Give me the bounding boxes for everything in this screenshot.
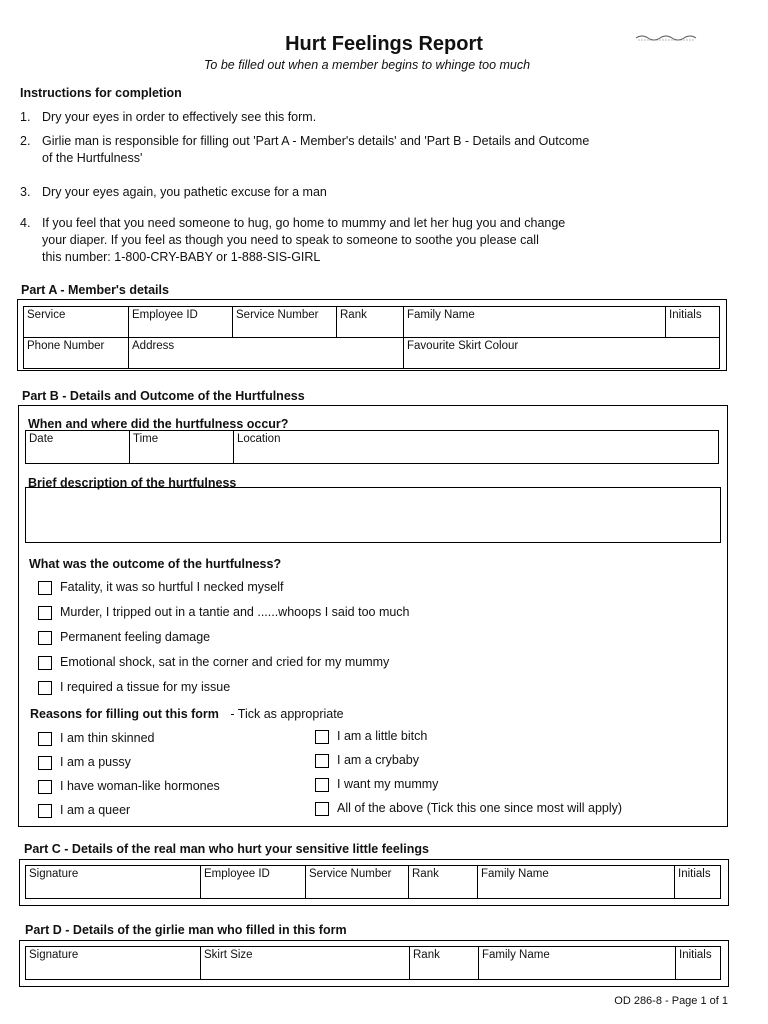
family-name-field[interactable]: Family Name [479, 947, 676, 980]
part-a-table [23, 306, 720, 369]
rank-field[interactable]: Rank [410, 947, 479, 980]
reason-option[interactable]: I am a pussy [38, 755, 131, 770]
initials-field[interactable]: Initials [676, 947, 721, 980]
service-number-field[interactable]: Service Number [233, 307, 337, 338]
checkbox[interactable] [315, 802, 329, 816]
skirt-colour-field[interactable]: Favourite Skirt Colour [404, 338, 720, 369]
outcome-option[interactable]: Fatality, it was so hurtful I necked myself [38, 580, 283, 595]
when-heading: When and where did the hurtfulness occur? [28, 417, 289, 431]
part-b-heading: Part B - Details and Outcome of the Hurtfulness [22, 389, 305, 403]
reason-option[interactable]: All of the above (Tick this one since most will apply) [315, 801, 622, 816]
employee-id-field[interactable]: Employee ID [129, 307, 233, 338]
checkbox[interactable] [38, 780, 52, 794]
checkbox[interactable] [38, 732, 52, 746]
address-field[interactable]: Address [129, 338, 404, 369]
date-field[interactable]: Date [26, 431, 130, 464]
when-table [25, 430, 719, 464]
outcome-option[interactable]: Murder, I tripped out in a tantie and ......whoops I said too much [38, 605, 410, 620]
instruction-1: 1. Dry your eyes in order to effectively see this form. [20, 110, 317, 124]
part-d-heading: Part D - Details of the girlie man who filled in this form [25, 923, 347, 937]
signature-field[interactable]: Signature [26, 947, 201, 980]
family-name-field[interactable]: Family Name [478, 866, 675, 899]
crest-logo [634, 33, 698, 43]
page-code: OD 286-8 - Page 1 of 1 [614, 995, 728, 1007]
outcome-option[interactable]: Emotional shock, sat in the corner and cried for my mummy [38, 655, 389, 670]
reason-option[interactable]: I am thin skinned [38, 731, 155, 746]
phone-number-field[interactable]: Phone Number [24, 338, 129, 369]
reason-option[interactable]: I have woman-like hormones [38, 779, 220, 794]
part-c-table [25, 865, 721, 899]
rank-field[interactable]: Rank [409, 866, 478, 899]
service-number-field[interactable]: Service Number [306, 866, 409, 899]
reason-option[interactable]: I am a little bitch [315, 729, 427, 744]
brief-description-box[interactable] [25, 487, 721, 543]
initials-field[interactable]: Initials [666, 307, 720, 338]
checkbox[interactable] [38, 656, 52, 670]
checkbox[interactable] [315, 730, 329, 744]
outcome-option[interactable]: Permanent feeling damage [38, 630, 210, 645]
location-field[interactable]: Location [234, 431, 719, 464]
instruction-2: 2. Girlie man is responsible for filling out 'Part A - Member's details' and 'Part B - Details and Outcome of the Hurtfulness' [20, 134, 590, 165]
instruction-4: 4. If you feel that you need someone to hug, go home to mummy and let her hug you and change your diaper. If you feel as though you need to speak to someone to soothe you please call this number: 1-800-CRY-BABY or 1-888-SIS-GIRL [20, 216, 566, 264]
service-field[interactable]: Service [24, 307, 129, 338]
reasons-heading-row [30, 707, 344, 721]
outcome-heading: What was the outcome of the hurtfulness? [29, 557, 282, 571]
instructions-heading: Instructions for completion [20, 86, 182, 100]
checkbox[interactable] [315, 754, 329, 768]
family-name-field[interactable]: Family Name [404, 307, 666, 338]
checkbox[interactable] [38, 606, 52, 620]
outcome-option[interactable]: I required a tissue for my issue [38, 680, 230, 695]
employee-id-field[interactable]: Employee ID [201, 866, 306, 899]
checkbox[interactable] [315, 778, 329, 792]
reason-option[interactable]: I want my mummy [315, 777, 438, 792]
checkbox[interactable] [38, 804, 52, 818]
reasons-note: - Tick as appropriate [230, 707, 344, 721]
part-d-table [25, 946, 721, 980]
checkbox[interactable] [38, 756, 52, 770]
page-subtitle: To be filled out when a member begins to whinge too much [203, 58, 531, 72]
part-c-heading: Part C - Details of the real man who hurt your sensitive little feelings [24, 842, 429, 856]
brief-heading: Brief description of the hurtfulness [28, 476, 237, 490]
reason-option[interactable]: I am a crybaby [315, 753, 419, 768]
checkbox[interactable] [38, 681, 52, 695]
checkbox[interactable] [38, 581, 52, 595]
part-a-heading: Part A - Member's details [21, 283, 169, 297]
initials-field[interactable]: Initials [675, 866, 721, 899]
instruction-3: 3. Dry your eyes again, you pathetic excuse for a man [20, 185, 327, 199]
rank-field[interactable]: Rank [337, 307, 404, 338]
skirt-size-field[interactable]: Skirt Size [201, 947, 410, 980]
time-field[interactable]: Time [130, 431, 234, 464]
reasons-heading: Reasons for filling out this form [30, 707, 219, 721]
signature-field[interactable]: Signature [26, 866, 201, 899]
page-title: Hurt Feelings Report [285, 33, 483, 55]
reason-option[interactable]: I am a queer [38, 803, 130, 818]
checkbox[interactable] [38, 631, 52, 645]
